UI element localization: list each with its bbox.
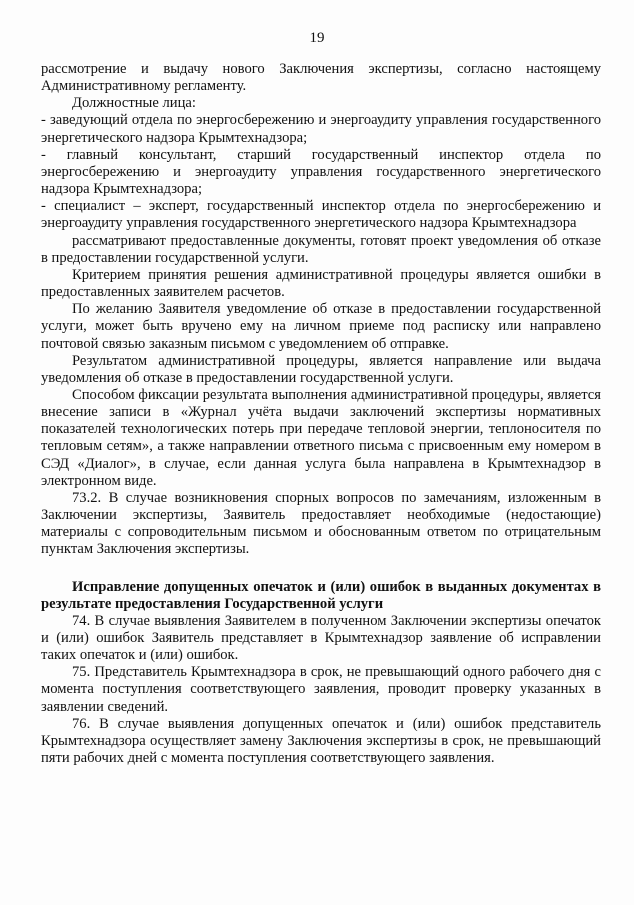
paragraph-review-documents: рассматривают предоставленные документы, готовят проект уведомления об отказе в предоставлении государственной услуги. (41, 232, 601, 266)
list-item-official-specialist: - специалист – эксперт, государственный инспектор отдела по энергосбережению и энергоаудиту управления государственного энергетического надзора Крымтехнадзора (41, 198, 601, 232)
paragraph-officials-heading: Должностные лица: (72, 95, 196, 112)
document-body (41, 61, 601, 767)
page-number: 19 (309, 30, 325, 46)
paragraph-section-75: 75. Представитель Крымтехнадзора в срок, не превышающий одного рабочего дня с момента поступления соответствующего заявления, проводит проверку указанных в заявлении сведений. (41, 664, 601, 715)
paragraph-section-74: 74. В случае выявления Заявителем в полученном Заключении экспертизы опечаток и (или) ошибок Заявитель представляет в Крымтехнадзор заявление об исправлении таких опечаток и (или) ошибок. (41, 612, 601, 664)
paragraph-section-73-2: 73.2. В случае возникновения спорных вопросов по замечаниям, изложенным в Заключении экспертизы, Заявитель предоставляет необходимые (недостающие) материалы с сопроводительным письмом и обоснованным ответом по отрицательным пунктам Заключения экспертизы. (41, 489, 601, 558)
section-spacer (41, 559, 601, 579)
paragraph-intro-continuation: рассмотрение и выдачу нового Заключения экспертизы, согласно настоящему Административному регламенту. (41, 61, 601, 95)
paragraph-decision-criterion: Критерием принятия решения административной процедуры является ошибки в предоставленных заявителем расчетов. (41, 266, 601, 301)
paragraph-procedure-result: Результатом административной процедуры, является направление или выдача уведомления об отказе в предоставлении государственной услуги. (41, 352, 601, 386)
paragraph-recording-method: Способом фиксации результата выполнения административной процедуры, является внесение записи в «Журнал учёта выдачи заключений экспертизы нормативных показателей технологических потерь при передаче тепловой энергии, теплоносителя по тепловым сетям», а также направлении ответного письма с присвоенным ему номером в СЭД «Диалог», в случае, если данная услуга была направлена в Крымтехнадзор в электронном виде. (41, 386, 601, 489)
list-item-official-head: - заведующий отдела по энергосбережению и энергоаудиту управления государственного энергетического надзора Крымтехнадзора; (41, 112, 601, 146)
list-item-official-consultant: - главный консультант, старший государственный инспектор отдела по энергосбережению и энергоаудиту управления государственного энергетического надзора Крымтехнадзора; (41, 146, 601, 198)
paragraph-delivery-option: По желанию Заявителя уведомление об отказе в предоставлении государственной услуги, может быть вручено ему на личном приеме под расписку или направлено почтовой связью заказным письмом с уведомлением об отправке. (41, 301, 601, 352)
section-heading-corrections: Исправление допущенных опечаток и (или) ошибок в выданных документах в результате предоставления Государственной услуги (41, 578, 601, 612)
paragraph-section-76: 76. В случае выявления допущенных опечаток и (или) ошибок представитель Крымтехнадзора осуществляет замену Заключения экспертизы в срок, не превышающий пяти рабочих дней с момента поступления соответствующего заявления. (41, 715, 601, 767)
